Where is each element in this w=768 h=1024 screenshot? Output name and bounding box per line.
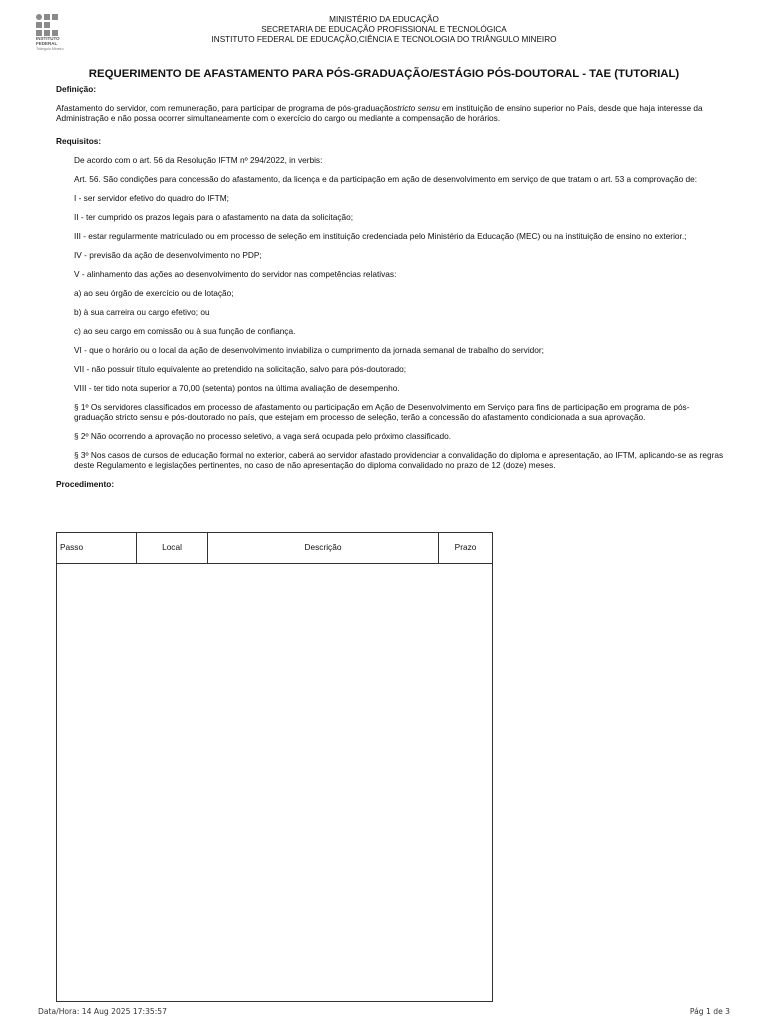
requisito-item: a) ao seu órgão de exercício ou de lotação;: [74, 288, 234, 298]
requisitos-list: [74, 155, 726, 470]
column-header-descricao: Descrição: [208, 533, 439, 563]
header-line-3: INSTITUTO FEDERAL DE EDUCAÇÃO,CIÊNCIA E TECNOLOGIA DO TRIÂNGULO MINEIRO: [211, 35, 557, 44]
requisitos-intro: De acordo com o art. 56 da Resolução IFTM nº 294/2022, in verbis:: [74, 155, 323, 165]
requisito-item: b) à sua carreira ou cargo efetivo; ou: [74, 307, 210, 317]
requisito-item: § 2º Não ocorrendo a aprovação no processo seletivo, a vaga será ocupada pelo próximo classificado.: [74, 431, 452, 441]
header-line-2: SECRETARIA DE EDUCAÇÃO PROFISSIONAL E TECNOLÓGICA: [261, 25, 507, 34]
document-title: REQUERIMENTO DE AFASTAMENTO PARA PÓS-GRADUAÇÃO/ESTÁGIO PÓS-DOUTORAL - TAE (TUTORIAL): [88, 68, 680, 80]
requisito-item: § 3º Nos casos de cursos de educação formal no exterior, caberá ao servidor afastado providenciar a convalidação do diploma e apresentação, ao IFTM, aplicando-se as regras deste Regulamento e legislações pertinentes, no caso de não apresentação do diploma convalidado no prazo de 12 (doze) meses.: [74, 450, 724, 470]
requisito-item: Art. 56. São condições para concessão do afastamento, da licença e da participação em ação de desenvolvimento em serviço de que tratam o art. 53 a comprovação de:: [74, 174, 698, 184]
requisito-item: VI - que o horário ou o local da ação de desenvolvimento inviabiliza o cumprimento da jornada semanal de trabalho do servidor;: [74, 345, 544, 355]
logo-text: INSTITUTO FEDERAL: [36, 36, 60, 46]
footer-datetime: Data/Hora: 14 Aug 2025 17:35:57: [38, 1007, 167, 1016]
requisito-item: c) ao seu cargo em comissão ou à sua função de confiança.: [74, 326, 296, 336]
definicao-heading: Definição:: [56, 84, 97, 94]
requisitos-heading: Requisitos:: [56, 136, 102, 146]
column-header-prazo: Prazo: [454, 542, 477, 552]
definicao-text: Afastamento do servidor, com remuneração, para participar de programa de pós-graduaçãostricto sensu em instituição de ensino superior no País, desde que haja interesse da Administração e não possa ocorrer simultaneamente com o exercício do cargo ou mediante a compensação de horários.: [56, 103, 703, 123]
column-header-passo: Passo: [57, 533, 137, 563]
procedimento-heading: Procedimento:: [56, 479, 115, 489]
procedimento-table: [56, 532, 493, 1002]
requisito-item: V - alinhamento das ações ao desenvolvimento do servidor nas competências relativas:: [74, 269, 397, 279]
footer-page-number: Pág 1 de 3: [689, 1007, 730, 1016]
table-header-row: [57, 533, 492, 564]
column-header-local: Local: [137, 533, 208, 563]
header-line-1: MINISTÉRIO DA EDUCAÇÃO: [329, 15, 439, 24]
document-body: [56, 84, 726, 498]
logo-subtitle: Triângulo Mineiro: [36, 47, 64, 51]
requisito-item: I - ser servidor efetivo do quadro do IFTM;: [74, 193, 229, 203]
requisito-item: IV - previsão da ação de desenvolvimento no PDP;: [74, 250, 262, 260]
requisito-item: III - estar regularmente matriculado ou em processo de seleção em instituição credenciada pelo Ministério da Educação (MEC) ou na instituição de ensino no exterior.;: [74, 231, 687, 241]
requisito-item: VII - não possuir título equivalente ao pretendido na solicitação, salvo para pós-doutorado;: [74, 364, 407, 374]
document-header: [0, 15, 768, 45]
requisito-item: II - ter cumprido os prazos legais para o afastamento na data da solicitação;: [74, 212, 354, 222]
requisito-item: VIII - ter tido nota superior a 70,00 (setenta) pontos na última avaliação de desempenho.: [74, 383, 400, 393]
requisito-item: § 1º Os servidores classificados em processo de afastamento ou participação em Ação de Desenvolvimento em Serviço para fins de participação em programa de pós-graduação stricto sensu e pós-doutorado no país, que estejam em processo de seleção, terão a concessão do afastamento condicionada a sua aprovação.: [74, 402, 690, 422]
